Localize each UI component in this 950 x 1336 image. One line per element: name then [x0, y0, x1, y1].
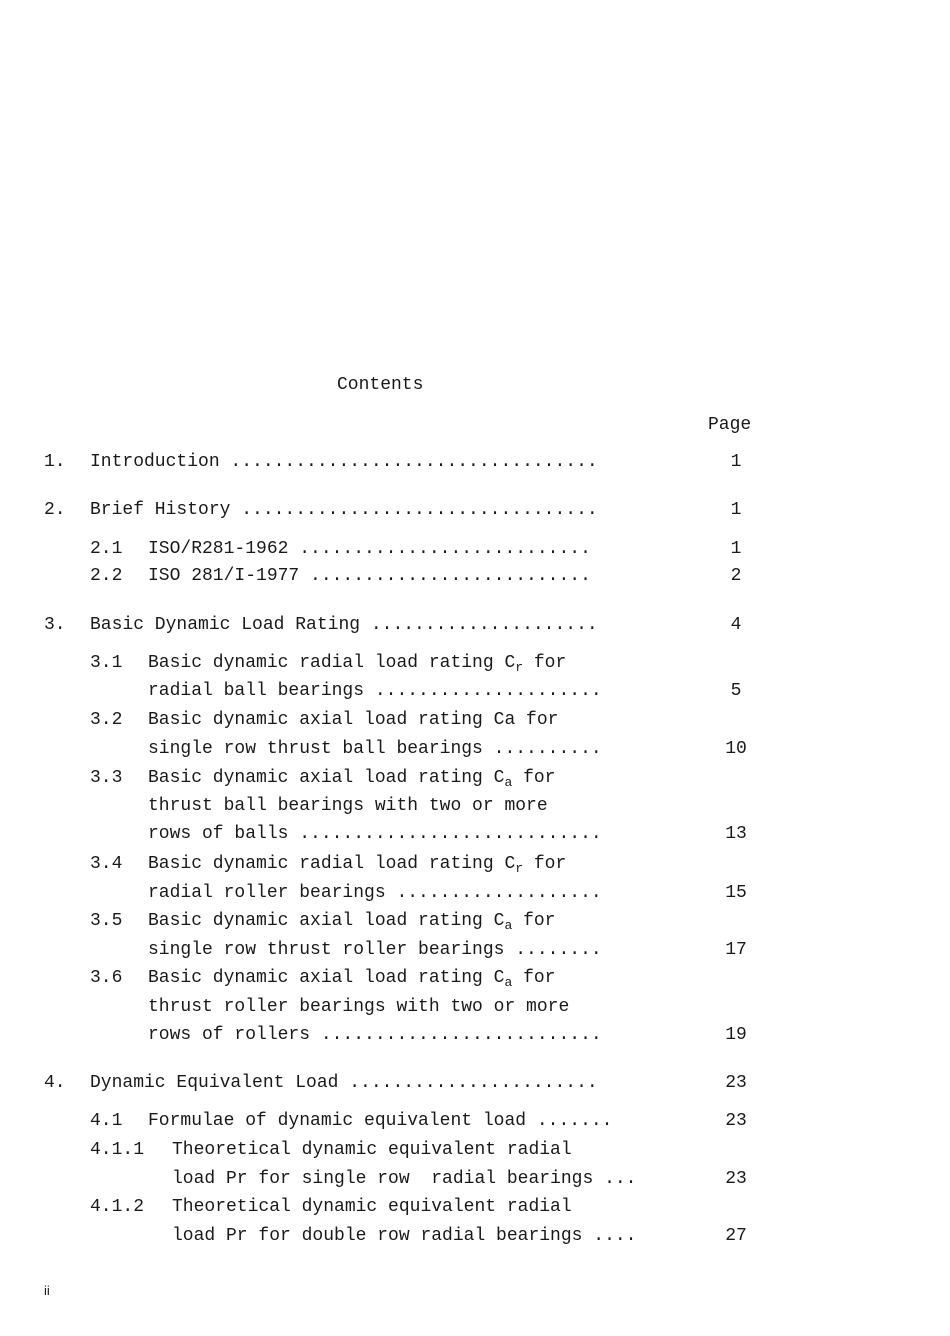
entry-number: 1.: [44, 452, 66, 472]
entry-title: Basic Dynamic Load Rating .....................: [90, 615, 598, 635]
entry-number: 3.3: [90, 768, 123, 788]
entry-number: 3.2: [90, 710, 123, 730]
entry-number: 4.: [44, 1073, 66, 1093]
entry-title-line1: Basic dynamic axial load rating Ca for: [148, 710, 559, 730]
entry-number: 4.1.2: [90, 1197, 145, 1217]
page-column-header: Page: [708, 415, 752, 435]
entry-number: 2.1: [90, 539, 123, 559]
page-folio: ii: [44, 1283, 50, 1298]
entry-title-line2: radial roller bearings ...................: [148, 883, 602, 903]
entry-number: 3.4: [90, 854, 123, 874]
page-number: 19: [725, 1025, 747, 1045]
page-number: 23: [725, 1111, 747, 1131]
page-number: 1: [730, 500, 742, 520]
page-number: 13: [725, 824, 747, 844]
entry-title-line2: thrust roller bearings with two or more: [148, 997, 570, 1017]
entry-title: ISO 281/I-1977 ..........................: [148, 566, 591, 586]
entry-title-line1: Basic dynamic axial load rating $C_a$ for: [148, 768, 556, 790]
entry-title-line1: Basic dynamic radial load rating $C_r$ for: [148, 854, 567, 876]
entry-title-line2: single row thrust roller bearings ........: [148, 940, 602, 960]
entry-number: 3.1: [90, 653, 123, 673]
entry-title-line3: rows of rollers ..........................: [148, 1025, 602, 1045]
page-number: 1: [730, 539, 742, 559]
entry-title-line2: single row thrust ball bearings ..........: [148, 739, 602, 759]
entry-number: 2.: [44, 500, 66, 520]
entry-number: 2.2: [90, 566, 123, 586]
page-number: 1: [730, 452, 742, 472]
entry-number: 4.1: [90, 1111, 123, 1131]
entry-title-line2: load Pr for double row radial bearings ....: [172, 1226, 637, 1246]
entry-number: 3.5: [90, 911, 123, 931]
page-number: 23: [725, 1073, 747, 1093]
page-number: 23: [725, 1169, 747, 1189]
contents-title: Contents: [337, 375, 424, 395]
entry-title: Dynamic Equivalent Load .......................: [90, 1073, 598, 1093]
page-number: 2: [730, 566, 742, 586]
entry-title: Brief History .................................: [90, 500, 598, 520]
page-number: 27: [725, 1226, 747, 1246]
page-number: 4: [730, 615, 742, 635]
entry-title-line1: Basic dynamic axial load rating $C_a$ for: [148, 911, 556, 933]
page-number: 5: [730, 681, 742, 701]
entry-title: Introduction ..................................: [90, 452, 598, 472]
entry-title-line2: radial ball bearings .....................: [148, 681, 602, 701]
entry-title-line2: thrust ball bearings with two or more: [148, 796, 548, 816]
entry-number: 4.1.1: [90, 1140, 145, 1160]
entry-title-line3: rows of balls ............................: [148, 824, 602, 844]
entry-title: ISO/R281-1962 ...........................: [148, 539, 591, 559]
page-number: 17: [725, 940, 747, 960]
entry-title-line1: Basic dynamic radial load rating $C_r$ for: [148, 653, 567, 675]
page-number: 10: [725, 739, 747, 759]
entry-title-line2: load Pr for single row radial bearings ...: [172, 1169, 637, 1189]
entry-number: 3.: [44, 615, 66, 635]
entry-title-line1: Theoretical dynamic equivalent radial: [172, 1197, 572, 1217]
page-number: 15: [725, 883, 747, 903]
entry-number: 3.6: [90, 968, 123, 988]
entry-title-line1: Basic dynamic axial load rating $C_a$ for: [148, 968, 556, 990]
entry-title: Formulae of dynamic equivalent load .......: [148, 1111, 613, 1131]
entry-title-line1: Theoretical dynamic equivalent radial: [172, 1140, 572, 1160]
